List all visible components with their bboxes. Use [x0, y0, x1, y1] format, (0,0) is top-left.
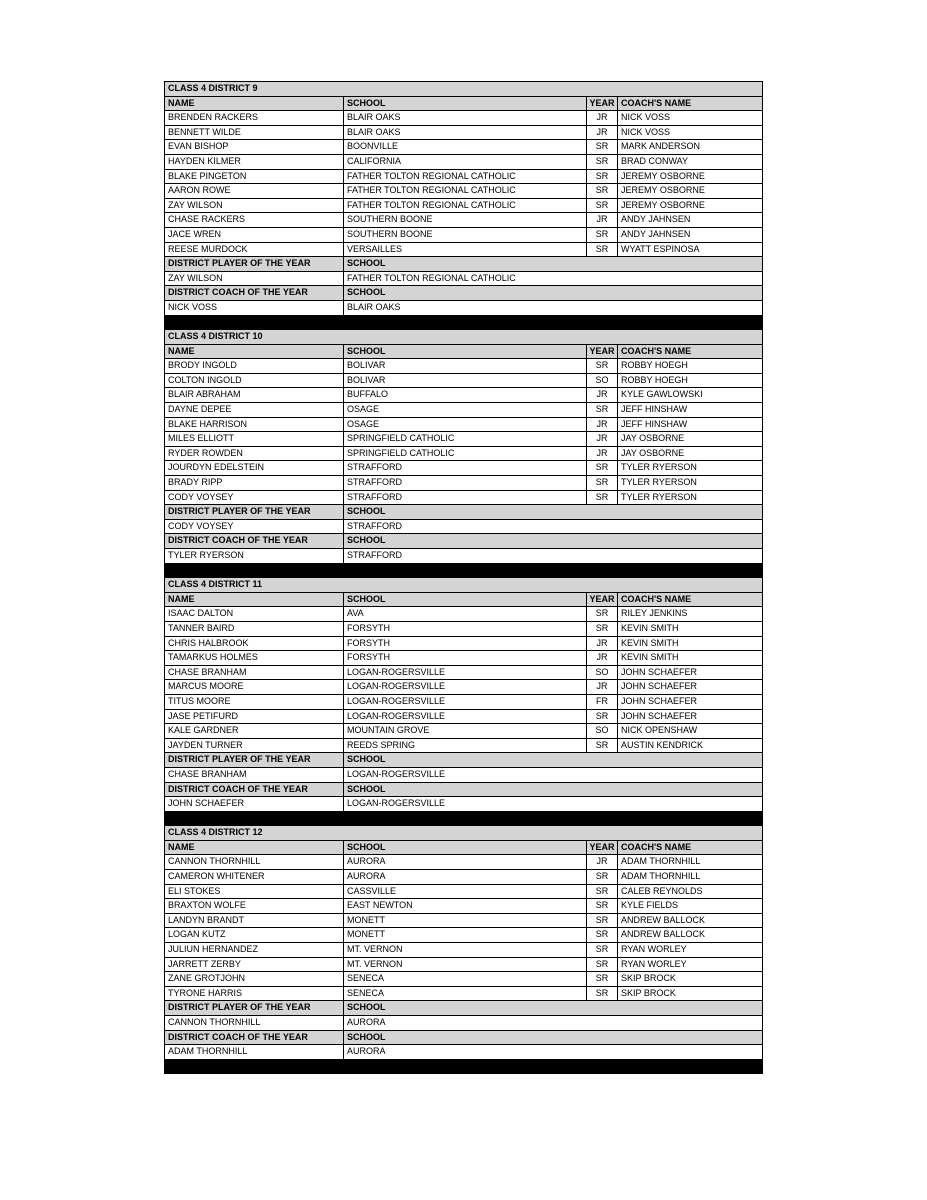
table-row: [165, 242, 763, 257]
table-row: [165, 461, 763, 476]
player-name: TYRONE HARRIS: [165, 986, 344, 1001]
column-header-school: SCHOOL: [344, 592, 587, 607]
column-header-school: SCHOOL: [344, 96, 587, 111]
column-header-row: [165, 344, 763, 359]
coach-of-year-header-row: [165, 534, 763, 549]
player-coach: ROBBY HOEGH: [618, 359, 763, 374]
player-name: BRODY INGOLD: [165, 359, 344, 374]
player-year: SR: [587, 621, 618, 636]
player-year: JR: [587, 417, 618, 432]
coach-of-year-row: [165, 1045, 763, 1060]
player-year: SR: [587, 972, 618, 987]
player-name: MARCUS MOORE: [165, 680, 344, 695]
section-divider-bar: [165, 1059, 763, 1074]
column-header-row: [165, 840, 763, 855]
table-row: [165, 738, 763, 753]
player-school: BLAIR OAKS: [344, 125, 587, 140]
player-coach: RILEY JENKINS: [618, 607, 763, 622]
player-name: KALE GARDNER: [165, 724, 344, 739]
district-title-row: [165, 82, 763, 97]
player-school: SOUTHERN BOONE: [344, 227, 587, 242]
player-name: CHASE BRANHAM: [165, 665, 344, 680]
player-school: STRAFFORD: [344, 490, 587, 505]
coach-of-year-header-row: [165, 286, 763, 301]
player-school: AVA: [344, 607, 587, 622]
coach-of-year-school: AURORA: [344, 1045, 763, 1060]
player-year: SR: [587, 169, 618, 184]
player-school: FORSYTH: [344, 636, 587, 651]
table-row: [165, 446, 763, 461]
district-title-row: [165, 578, 763, 593]
player-name: JOURDYN EDELSTEIN: [165, 461, 344, 476]
player-coach: ANDREW BALLOCK: [618, 913, 763, 928]
player-coach: SKIP BROCK: [618, 972, 763, 987]
coach-of-year-school: LOGAN-ROGERSVILLE: [344, 797, 763, 812]
player-year: JR: [587, 111, 618, 126]
column-header-school: SCHOOL: [344, 840, 587, 855]
player-name: EVAN BISHOP: [165, 140, 344, 155]
all-district-sheet: [164, 81, 762, 1074]
player-year: JR: [587, 651, 618, 666]
player-school: FORSYTH: [344, 621, 587, 636]
player-of-year-label: DISTRICT PLAYER OF THE YEAR: [165, 257, 344, 272]
player-name: JULIUN HERNANDEZ: [165, 943, 344, 958]
player-name: REESE MURDOCK: [165, 242, 344, 257]
player-coach: WYATT ESPINOSA: [618, 242, 763, 257]
player-coach: JEREMY OSBORNE: [618, 184, 763, 199]
player-school: MOUNTAIN GROVE: [344, 724, 587, 739]
section-divider: [165, 811, 763, 826]
player-coach: MARK ANDERSON: [618, 140, 763, 155]
player-of-year-header-row: [165, 753, 763, 768]
player-of-year-row: [165, 271, 763, 286]
table-row: [165, 154, 763, 169]
player-school: REEDS SPRING: [344, 738, 587, 753]
player-school: LOGAN-ROGERSVILLE: [344, 680, 587, 695]
player-school: FATHER TOLTON REGIONAL CATHOLIC: [344, 198, 587, 213]
table-row: [165, 169, 763, 184]
column-header-year: YEAR: [587, 840, 618, 855]
column-header-name: NAME: [165, 592, 344, 607]
table-row: [165, 680, 763, 695]
player-year: FR: [587, 694, 618, 709]
coach-of-year-school-label: SCHOOL: [344, 286, 763, 301]
player-year: SR: [587, 928, 618, 943]
player-year: SR: [587, 913, 618, 928]
player-name: CODY VOYSEY: [165, 490, 344, 505]
player-school: BLAIR OAKS: [344, 111, 587, 126]
coach-of-year-header-row: [165, 1030, 763, 1045]
player-name: HAYDEN KILMER: [165, 154, 344, 169]
table-row: [165, 651, 763, 666]
player-name: ZAY WILSON: [165, 198, 344, 213]
player-school: LOGAN-ROGERSVILLE: [344, 665, 587, 680]
player-year: JR: [587, 125, 618, 140]
player-coach: BRAD CONWAY: [618, 154, 763, 169]
column-header-school: SCHOOL: [344, 344, 587, 359]
player-year: SR: [587, 154, 618, 169]
table-row: [165, 724, 763, 739]
player-name: DAYNE DEPEE: [165, 403, 344, 418]
player-of-year-label: DISTRICT PLAYER OF THE YEAR: [165, 753, 344, 768]
player-school: FATHER TOLTON REGIONAL CATHOLIC: [344, 169, 587, 184]
player-name: LANDYN BRANDT: [165, 913, 344, 928]
player-of-year-name: ZAY WILSON: [165, 271, 344, 286]
player-coach: JEFF HINSHAW: [618, 417, 763, 432]
player-school: OSAGE: [344, 403, 587, 418]
player-coach: ADAM THORNHILL: [618, 870, 763, 885]
player-coach: ANDREW BALLOCK: [618, 928, 763, 943]
player-of-year-school: AURORA: [344, 1016, 763, 1031]
player-coach: TYLER RYERSON: [618, 490, 763, 505]
player-coach: JOHN SCHAEFER: [618, 694, 763, 709]
player-school: STRAFFORD: [344, 476, 587, 491]
player-name: CAMERON WHITENER: [165, 870, 344, 885]
player-of-year-school: LOGAN-ROGERSVILLE: [344, 767, 763, 782]
column-header-coach: COACH'S NAME: [618, 840, 763, 855]
coach-of-year-label: DISTRICT COACH OF THE YEAR: [165, 534, 344, 549]
player-of-year-label: DISTRICT PLAYER OF THE YEAR: [165, 505, 344, 520]
section-divider: [165, 1059, 763, 1074]
player-name: JASE PETIFURD: [165, 709, 344, 724]
player-school: STRAFFORD: [344, 461, 587, 476]
player-name: BLAKE PINGETON: [165, 169, 344, 184]
table-row: [165, 198, 763, 213]
table-row: [165, 490, 763, 505]
player-of-year-header-row: [165, 1001, 763, 1016]
player-school: BUFFALO: [344, 388, 587, 403]
player-of-year-school: FATHER TOLTON REGIONAL CATHOLIC: [344, 271, 763, 286]
player-of-year-row: [165, 767, 763, 782]
table-row: [165, 899, 763, 914]
coach-of-year-label: DISTRICT COACH OF THE YEAR: [165, 1030, 344, 1045]
player-year: SR: [587, 986, 618, 1001]
table-row: [165, 957, 763, 972]
coach-of-year-label: DISTRICT COACH OF THE YEAR: [165, 286, 344, 301]
player-of-year-school: STRAFFORD: [344, 519, 763, 534]
section-divider: [165, 315, 763, 330]
player-school: SPRINGFIELD CATHOLIC: [344, 446, 587, 461]
player-year: SR: [587, 957, 618, 972]
player-year: SR: [587, 140, 618, 155]
table-row: [165, 476, 763, 491]
table-row: [165, 403, 763, 418]
column-header-year: YEAR: [587, 96, 618, 111]
column-header-coach: COACH'S NAME: [618, 592, 763, 607]
table-row: [165, 636, 763, 651]
coach-of-year-school: STRAFFORD: [344, 549, 763, 564]
player-coach: CALEB REYNOLDS: [618, 884, 763, 899]
table-row: [165, 943, 763, 958]
coach-of-year-row: [165, 549, 763, 564]
player-school: MONETT: [344, 913, 587, 928]
player-school: VERSAILLES: [344, 242, 587, 257]
coach-of-year-school-label: SCHOOL: [344, 534, 763, 549]
player-name: BRENDEN RACKERS: [165, 111, 344, 126]
district-title: CLASS 4 DISTRICT 9: [165, 82, 763, 97]
player-year: JR: [587, 388, 618, 403]
column-header-name: NAME: [165, 344, 344, 359]
player-coach: KEVIN SMITH: [618, 651, 763, 666]
player-school: AURORA: [344, 870, 587, 885]
player-coach: RYAN WORLEY: [618, 943, 763, 958]
coach-of-year-header-row: [165, 782, 763, 797]
player-year: SR: [587, 227, 618, 242]
player-coach: NICK VOSS: [618, 111, 763, 126]
all-district-table: [164, 81, 763, 1074]
table-row: [165, 417, 763, 432]
player-name: BRAXTON WOLFE: [165, 899, 344, 914]
player-coach: TYLER RYERSON: [618, 476, 763, 491]
district-title-row: [165, 826, 763, 841]
player-coach: JOHN SCHAEFER: [618, 709, 763, 724]
coach-of-year-name: ADAM THORNHILL: [165, 1045, 344, 1060]
section-divider-bar: [165, 563, 763, 578]
player-year: SR: [587, 738, 618, 753]
player-year: JR: [587, 432, 618, 447]
player-coach: JAY OSBORNE: [618, 432, 763, 447]
player-year: SR: [587, 884, 618, 899]
player-year: SR: [587, 709, 618, 724]
table-row: [165, 213, 763, 228]
player-of-year-name: CODY VOYSEY: [165, 519, 344, 534]
table-row: [165, 140, 763, 155]
player-of-year-header-row: [165, 505, 763, 520]
player-year: SO: [587, 724, 618, 739]
player-school: SPRINGFIELD CATHOLIC: [344, 432, 587, 447]
player-coach: SKIP BROCK: [618, 986, 763, 1001]
player-coach: JEREMY OSBORNE: [618, 169, 763, 184]
player-of-year-school-label: SCHOOL: [344, 753, 763, 768]
player-name: AARON ROWE: [165, 184, 344, 199]
section-divider-bar: [165, 811, 763, 826]
player-name: ZANE GROTJOHN: [165, 972, 344, 987]
player-of-year-school-label: SCHOOL: [344, 505, 763, 520]
player-of-year-header-row: [165, 257, 763, 272]
player-coach: KYLE FIELDS: [618, 899, 763, 914]
player-name: LOGAN KUTZ: [165, 928, 344, 943]
player-coach: ROBBY HOEGH: [618, 373, 763, 388]
player-coach: JOHN SCHAEFER: [618, 680, 763, 695]
player-school: BOLIVAR: [344, 359, 587, 374]
player-year: SR: [587, 461, 618, 476]
district-title: CLASS 4 DISTRICT 12: [165, 826, 763, 841]
player-name: COLTON INGOLD: [165, 373, 344, 388]
player-name: BLAKE HARRISON: [165, 417, 344, 432]
player-name: JACE WREN: [165, 227, 344, 242]
player-coach: KEVIN SMITH: [618, 636, 763, 651]
player-school: CASSVILLE: [344, 884, 587, 899]
district-title-row: [165, 330, 763, 345]
table-row: [165, 359, 763, 374]
player-coach: JEFF HINSHAW: [618, 403, 763, 418]
table-row: [165, 884, 763, 899]
player-school: SENECA: [344, 986, 587, 1001]
player-year: SR: [587, 184, 618, 199]
player-name: TAMARKUS HOLMES: [165, 651, 344, 666]
player-of-year-name: CHASE BRANHAM: [165, 767, 344, 782]
column-header-coach: COACH'S NAME: [618, 96, 763, 111]
player-of-year-school-label: SCHOOL: [344, 1001, 763, 1016]
player-school: FATHER TOLTON REGIONAL CATHOLIC: [344, 184, 587, 199]
section-divider-bar: [165, 315, 763, 330]
table-row: [165, 665, 763, 680]
player-school: EAST NEWTON: [344, 899, 587, 914]
player-school: FORSYTH: [344, 651, 587, 666]
player-year: SR: [587, 476, 618, 491]
coach-of-year-school-label: SCHOOL: [344, 782, 763, 797]
table-row: [165, 111, 763, 126]
player-coach: AUSTIN KENDRICK: [618, 738, 763, 753]
player-year: SR: [587, 242, 618, 257]
player-of-year-row: [165, 1016, 763, 1031]
column-header-year: YEAR: [587, 344, 618, 359]
player-school: MT. VERNON: [344, 943, 587, 958]
district-title: CLASS 4 DISTRICT 11: [165, 578, 763, 593]
district-title: CLASS 4 DISTRICT 10: [165, 330, 763, 345]
coach-of-year-label: DISTRICT COACH OF THE YEAR: [165, 782, 344, 797]
column-header-row: [165, 96, 763, 111]
table-row: [165, 227, 763, 242]
table-row: [165, 373, 763, 388]
player-school: SOUTHERN BOONE: [344, 213, 587, 228]
player-year: JR: [587, 855, 618, 870]
table-row: [165, 184, 763, 199]
table-row: [165, 709, 763, 724]
coach-of-year-name: JOHN SCHAEFER: [165, 797, 344, 812]
table-row: [165, 607, 763, 622]
player-coach: RYAN WORLEY: [618, 957, 763, 972]
player-of-year-row: [165, 519, 763, 534]
player-school: SENECA: [344, 972, 587, 987]
player-name: JARRETT ZERBY: [165, 957, 344, 972]
player-year: SO: [587, 373, 618, 388]
player-name: ISAAC DALTON: [165, 607, 344, 622]
player-coach: NICK OPENSHAW: [618, 724, 763, 739]
player-year: SR: [587, 943, 618, 958]
player-year: SR: [587, 403, 618, 418]
player-year: JR: [587, 446, 618, 461]
player-school: BOONVILLE: [344, 140, 587, 155]
player-year: JR: [587, 636, 618, 651]
table-row: [165, 432, 763, 447]
player-school: BOLIVAR: [344, 373, 587, 388]
coach-of-year-name: NICK VOSS: [165, 300, 344, 315]
table-row: [165, 388, 763, 403]
table-row: [165, 928, 763, 943]
player-year: SR: [587, 198, 618, 213]
coach-of-year-school: BLAIR OAKS: [344, 300, 763, 315]
player-coach: JAY OSBORNE: [618, 446, 763, 461]
column-header-name: NAME: [165, 840, 344, 855]
player-school: MONETT: [344, 928, 587, 943]
player-coach: ANDY JAHNSEN: [618, 213, 763, 228]
column-header-coach: COACH'S NAME: [618, 344, 763, 359]
player-year: SR: [587, 359, 618, 374]
player-name: BRADY RIPP: [165, 476, 344, 491]
player-name: BENNETT WILDE: [165, 125, 344, 140]
table-row: [165, 621, 763, 636]
player-name: JAYDEN TURNER: [165, 738, 344, 753]
player-of-year-school-label: SCHOOL: [344, 257, 763, 272]
column-header-row: [165, 592, 763, 607]
player-year: SO: [587, 665, 618, 680]
table-row: [165, 694, 763, 709]
coach-of-year-school-label: SCHOOL: [344, 1030, 763, 1045]
player-name: RYDER ROWDEN: [165, 446, 344, 461]
player-coach: NICK VOSS: [618, 125, 763, 140]
player-year: SR: [587, 899, 618, 914]
table-row: [165, 972, 763, 987]
player-coach: ANDY JAHNSEN: [618, 227, 763, 242]
table-row: [165, 125, 763, 140]
player-year: JR: [587, 680, 618, 695]
player-name: CANNON THORNHILL: [165, 855, 344, 870]
player-coach: KEVIN SMITH: [618, 621, 763, 636]
player-year: SR: [587, 607, 618, 622]
table-row: [165, 855, 763, 870]
column-header-name: NAME: [165, 96, 344, 111]
table-row: [165, 913, 763, 928]
player-school: OSAGE: [344, 417, 587, 432]
player-of-year-name: CANNON THORNHILL: [165, 1016, 344, 1031]
player-coach: JOHN SCHAEFER: [618, 665, 763, 680]
column-header-year: YEAR: [587, 592, 618, 607]
player-school: LOGAN-ROGERSVILLE: [344, 709, 587, 724]
player-school: MT. VERNON: [344, 957, 587, 972]
player-name: CHRIS HALBROOK: [165, 636, 344, 651]
coach-of-year-name: TYLER RYERSON: [165, 549, 344, 564]
player-name: MILES ELLIOTT: [165, 432, 344, 447]
player-coach: JEREMY OSBORNE: [618, 198, 763, 213]
coach-of-year-row: [165, 797, 763, 812]
player-year: SR: [587, 490, 618, 505]
player-school: LOGAN-ROGERSVILLE: [344, 694, 587, 709]
player-coach: ADAM THORNHILL: [618, 855, 763, 870]
section-divider: [165, 563, 763, 578]
player-year: SR: [587, 870, 618, 885]
coach-of-year-row: [165, 300, 763, 315]
player-name: TITUS MOORE: [165, 694, 344, 709]
player-coach: TYLER RYERSON: [618, 461, 763, 476]
table-row: [165, 870, 763, 885]
player-name: BLAIR ABRAHAM: [165, 388, 344, 403]
table-row: [165, 986, 763, 1001]
player-year: JR: [587, 213, 618, 228]
player-coach: KYLE GAWLOWSKI: [618, 388, 763, 403]
player-school: AURORA: [344, 855, 587, 870]
player-name: CHASE RACKERS: [165, 213, 344, 228]
player-name: TANNER BAIRD: [165, 621, 344, 636]
player-of-year-label: DISTRICT PLAYER OF THE YEAR: [165, 1001, 344, 1016]
player-school: CALIFORNIA: [344, 154, 587, 169]
player-name: ELI STOKES: [165, 884, 344, 899]
